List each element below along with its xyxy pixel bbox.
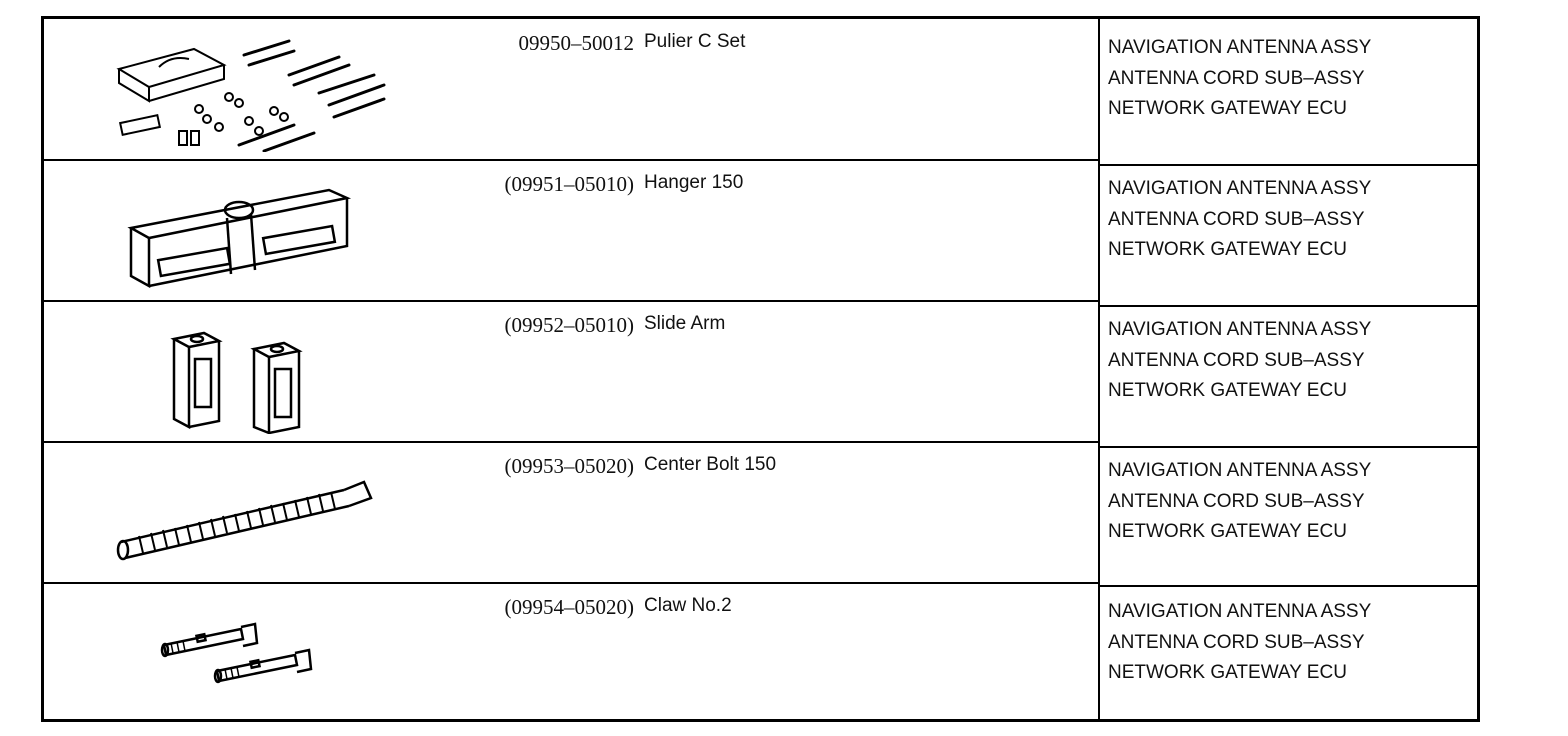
list-item: NAVIGATION ANTENNA ASSY (1108, 460, 1372, 481)
puller-c-set-icon (99, 27, 459, 152)
list-item: ANTENNA CORD SUB–ASSY (1108, 490, 1365, 512)
tool-name: Claw No.2 (644, 595, 732, 616)
table-row (44, 301, 1477, 441)
list-item: NETWORK GATEWAY ECU (1108, 662, 1347, 683)
list-item: NAVIGATION ANTENNA ASSY (1108, 178, 1372, 199)
tool-name: Center Bolt 150 (644, 454, 777, 475)
list-item: NETWORK GATEWAY ECU (1108, 239, 1347, 260)
list-item: NETWORK GATEWAY ECU (1108, 98, 1347, 119)
hanger-icon (99, 168, 459, 293)
slide-arm-icon (99, 309, 459, 434)
parts-list (1108, 456, 1371, 548)
parts-list (1108, 315, 1371, 407)
tool-name: Pulier C Set (644, 31, 746, 52)
list-item: NETWORK GATEWAY ECU (1108, 380, 1347, 401)
table-row (44, 19, 1477, 159)
part-number: (09953–05020) (504, 454, 634, 478)
list-item: ANTENNA CORD SUB–ASSY (1108, 349, 1365, 371)
parts-list (1108, 33, 1371, 125)
list-item: ANTENNA CORD SUB–ASSY (1108, 208, 1365, 230)
part-number: 09950–50012 (518, 31, 634, 55)
list-item: ANTENNA CORD SUB–ASSY (1108, 631, 1365, 653)
table-row (44, 442, 1477, 582)
list-item: NAVIGATION ANTENNA ASSY (1108, 37, 1372, 58)
list-item: NAVIGATION ANTENNA ASSY (1108, 319, 1372, 340)
part-number: (09954–05020) (504, 595, 634, 619)
sst-table (41, 16, 1480, 722)
claw-icon (99, 591, 459, 716)
list-item: ANTENNA CORD SUB–ASSY (1108, 67, 1365, 89)
list-item: NAVIGATION ANTENNA ASSY (1108, 601, 1372, 622)
table-row (44, 160, 1477, 300)
list-item: NETWORK GATEWAY ECU (1108, 521, 1347, 542)
parts-list (1108, 174, 1371, 266)
parts-list (1108, 597, 1371, 689)
tool-name: Hanger 150 (644, 172, 744, 193)
center-bolt-icon (99, 450, 459, 575)
part-number: (09951–05010) (504, 172, 634, 196)
table-row (44, 583, 1477, 723)
part-number: (09952–05010) (504, 313, 634, 337)
tool-name: Slide Arm (644, 313, 726, 334)
